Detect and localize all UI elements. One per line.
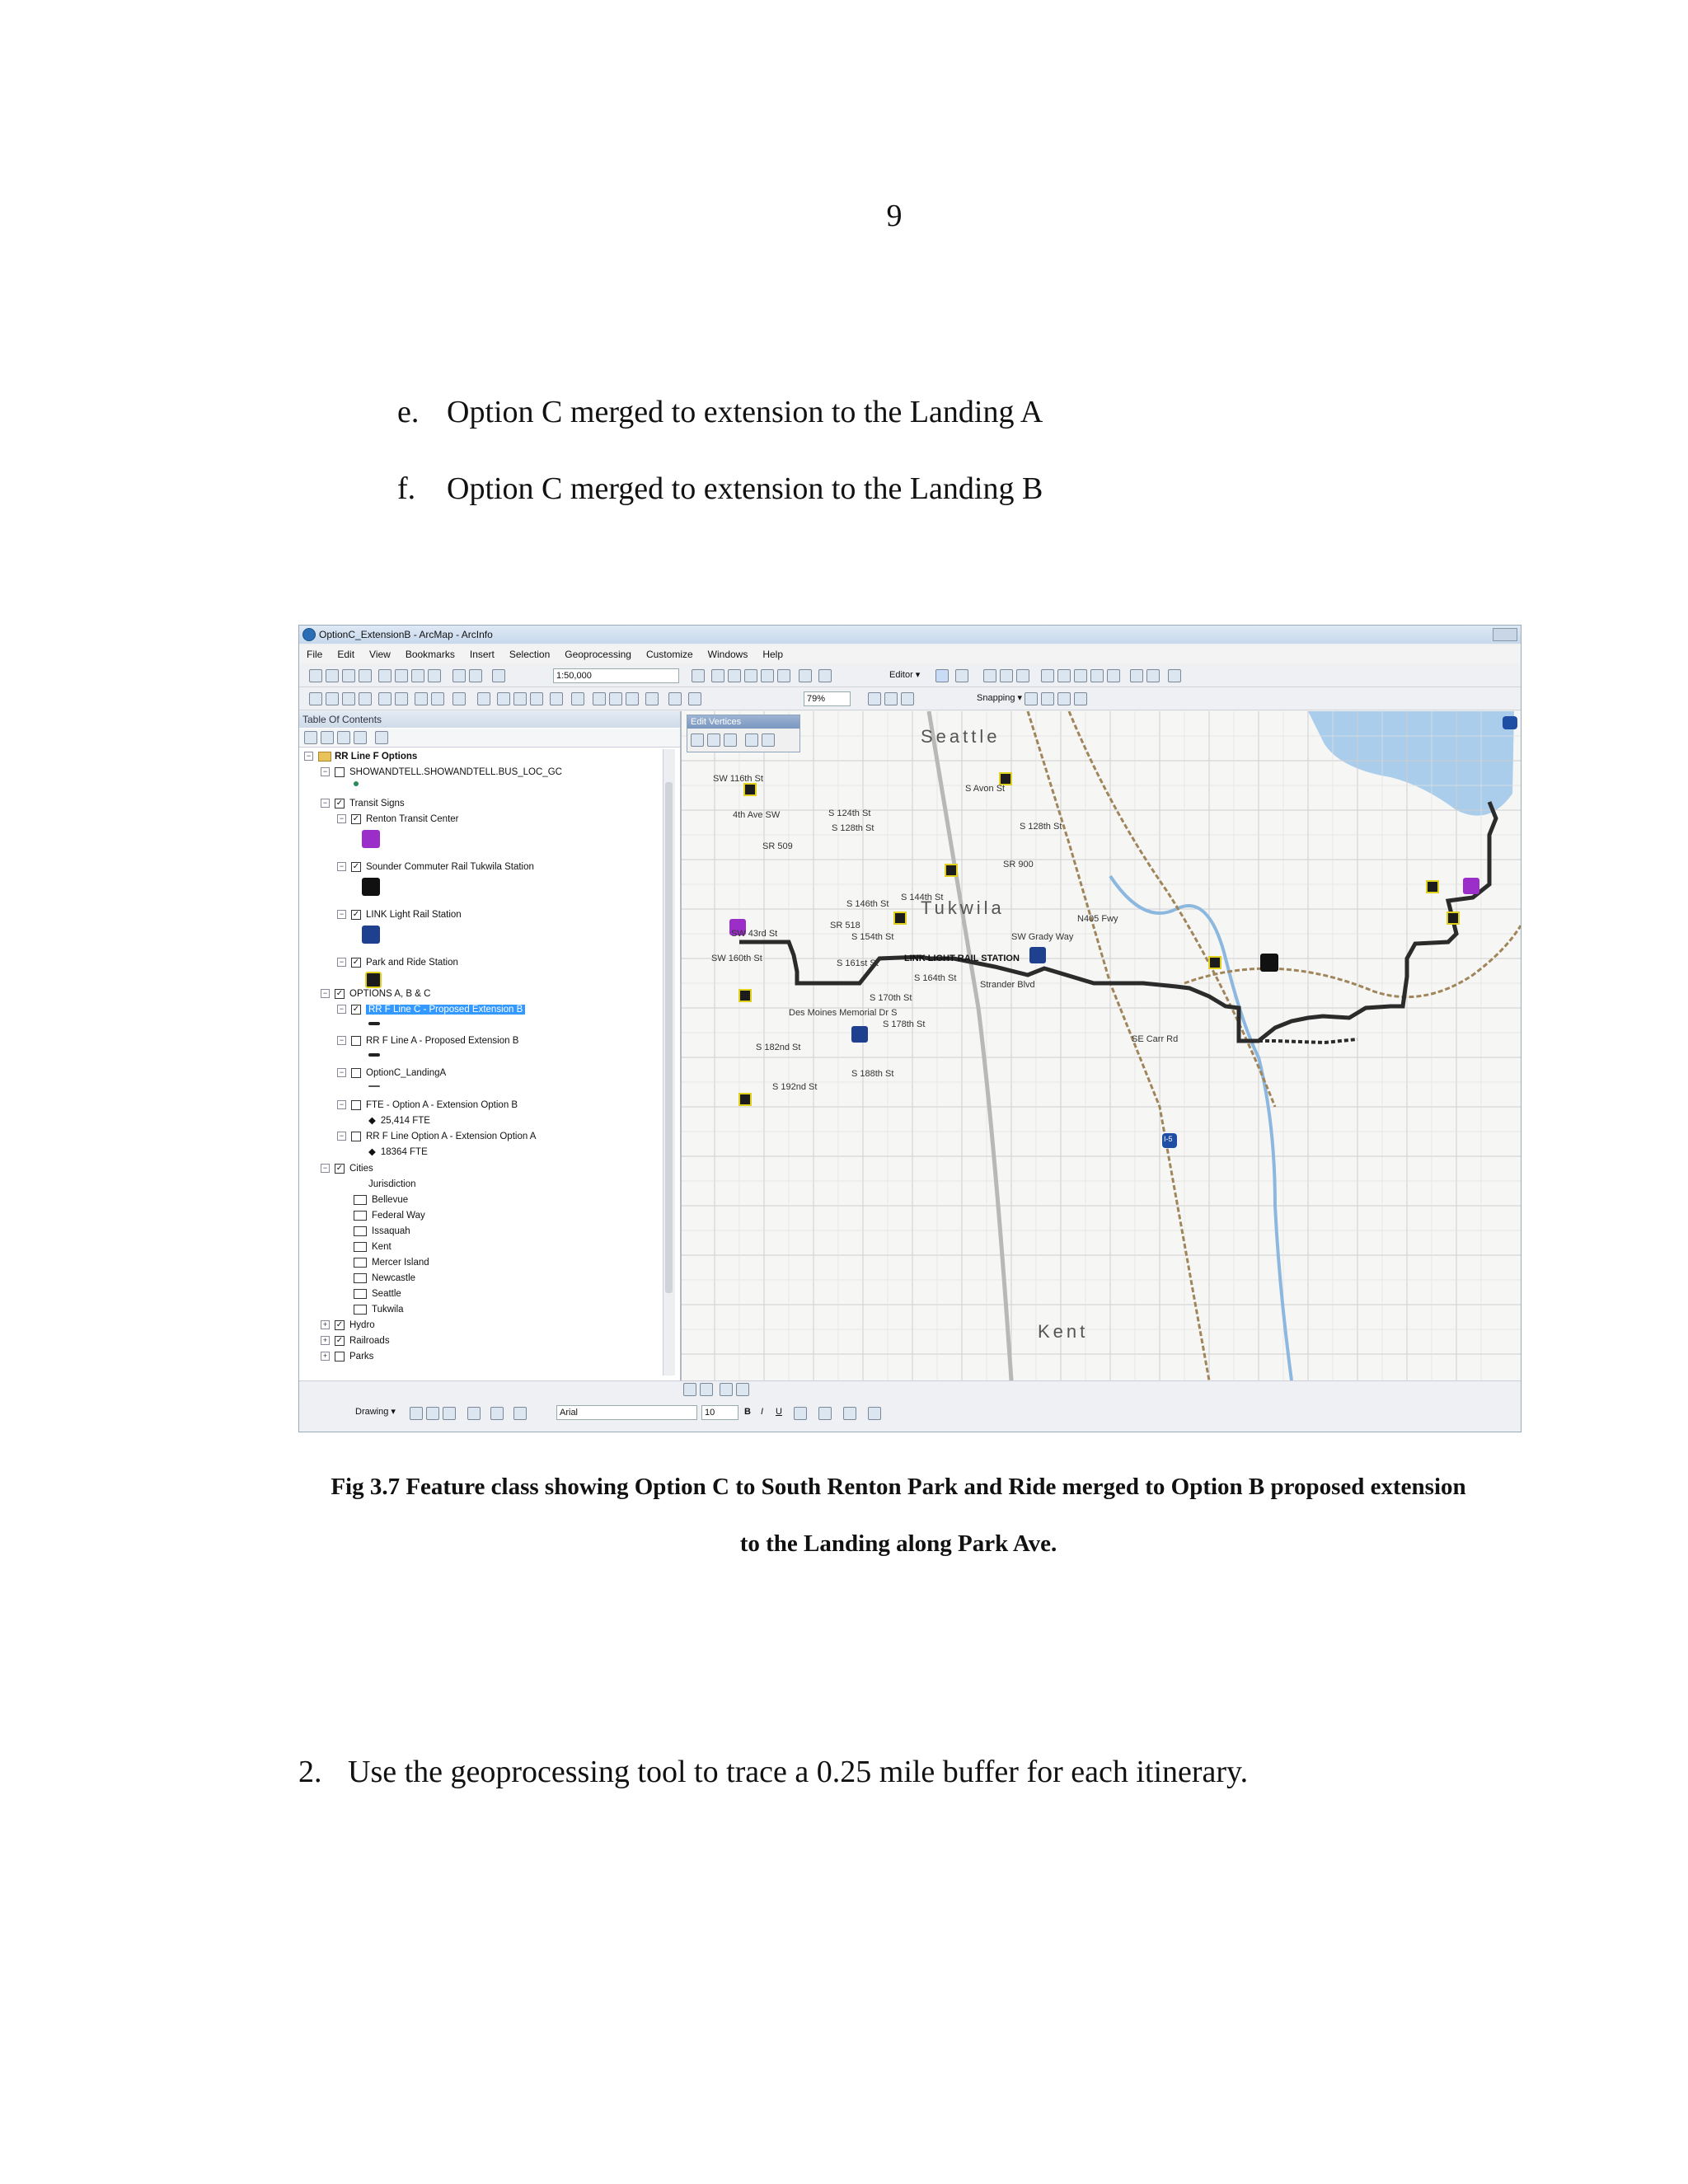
caption-line-1: Fig 3.7 Feature class showing Option C to South Renton Park and Ride merged to Option B proposed extension (331, 1474, 1466, 1500)
city-legend-item (354, 1240, 392, 1254)
sounder-station-icon (1260, 954, 1278, 972)
map-label-seattle: Seattle (921, 726, 1001, 747)
caption-line-2: to the Landing along Park Ave. (739, 1530, 1057, 1557)
layer-checkbox[interactable] (351, 1068, 361, 1078)
delete-vertex-icon[interactable] (724, 733, 737, 747)
zoom-in-icon[interactable] (309, 692, 322, 705)
rotate-icon[interactable] (1107, 669, 1120, 682)
train-symbol-icon (362, 878, 380, 896)
map-label-street: SR 900 (1003, 860, 1034, 869)
identify-icon[interactable] (513, 692, 527, 705)
layer-label: LINK Light Rail Station (366, 910, 462, 920)
layer-checkbox[interactable]: ✓ (352, 957, 360, 967)
map-label-street: SW 116th St (713, 774, 763, 784)
list-item-e (397, 394, 1043, 430)
arcmap-window (298, 625, 1522, 1432)
layer-checkbox[interactable] (335, 767, 345, 777)
layer-label: RR Line F Options (335, 752, 418, 762)
map-label-street: S Avon St (965, 784, 1006, 794)
layer-line-option-a[interactable]: − RR F Line Option A - Extension Option A (337, 1129, 536, 1144)
map-label-street: S 128th St (832, 823, 874, 833)
layer-label: Cities (349, 1164, 373, 1174)
toc-scrollbar[interactable] (663, 749, 675, 1376)
map-label-street: SR 509 (762, 841, 793, 851)
layer-label: RR F Line Option A - Extension Option A (366, 1132, 537, 1141)
edit-vertices-window (687, 715, 800, 752)
bold-button[interactable]: B (744, 1407, 751, 1417)
layer-checkbox[interactable] (351, 1132, 361, 1141)
layer-checkbox[interactable] (351, 1036, 361, 1046)
map-scale-input[interactable]: 1:50,000 (553, 668, 679, 683)
list-item-label: f. (397, 471, 416, 506)
city-label: Mercer Island (372, 1258, 429, 1268)
map-label-street: SW 43rd St (731, 929, 778, 939)
italic-button[interactable]: I (761, 1407, 764, 1417)
line-symbol-icon (368, 1053, 380, 1057)
layer-label: Transit Signs (349, 799, 405, 808)
open-icon[interactable] (326, 669, 339, 682)
layer-checkbox[interactable]: ✓ (352, 1004, 360, 1014)
map-label-street: Des Moines Memorial Dr S (789, 1008, 898, 1018)
city-label: Issaquah (372, 1226, 410, 1236)
list-item-text: Option C merged to extension to the Landing B (447, 471, 1043, 506)
zoom-out-icon[interactable] (326, 692, 339, 705)
hyperlink-icon[interactable] (530, 692, 543, 705)
page-pan-icon[interactable] (884, 692, 898, 705)
sketch-properties-icon[interactable] (745, 733, 758, 747)
city-swatch-icon (354, 1242, 367, 1252)
layer-label: Hydro (349, 1320, 375, 1330)
marker-color-icon[interactable] (868, 1407, 881, 1420)
layer-options[interactable]: − ✓ OPTIONS A, B & C (321, 987, 430, 1001)
layer-value: 25,414 FTE (380, 1116, 430, 1126)
numbered-step (298, 1754, 1248, 1790)
layer-label: Parks (349, 1352, 374, 1361)
layer-label: Park and Ride Station (366, 958, 458, 968)
menu-insert[interactable]: Insert (469, 649, 495, 660)
end-snap-icon[interactable] (1041, 692, 1054, 705)
list-item-label: e. (397, 395, 420, 429)
map-label-street: S 192nd St (772, 1082, 818, 1092)
list-by-selection-icon[interactable] (354, 731, 367, 744)
layer-label: Renton Transit Center (366, 814, 459, 824)
layer-label: RR F Line C - Proposed Extension B (366, 1005, 525, 1015)
python-icon[interactable] (777, 669, 790, 682)
measure-icon[interactable] (571, 692, 584, 705)
layer-cities[interactable]: − ✓ Cities (321, 1161, 373, 1176)
drawing-menu[interactable]: Drawing ▾ (355, 1407, 396, 1417)
list-item-f (397, 471, 1043, 507)
city-legend-item (354, 1193, 408, 1207)
city-label: Seattle (372, 1289, 401, 1299)
layer-group-root[interactable]: − RR Line F Options (304, 749, 417, 764)
layer-label: OPTIONS A, B & C (349, 989, 431, 999)
modify-sketch-vertices-icon[interactable] (691, 733, 704, 747)
map-label-street: S 188th St (851, 1069, 894, 1079)
step-label: 2. (298, 1755, 322, 1789)
map-label-tukwila: Tukwila (921, 898, 1005, 918)
park-ride-symbol-icon (365, 972, 382, 988)
standard-toolbar (299, 665, 1521, 687)
layer-checkbox[interactable]: ✓ (335, 1163, 344, 1173)
editor-menu[interactable]: Editor ▾ (889, 670, 921, 680)
menu-customize[interactable]: Customize (645, 649, 693, 660)
options-icon[interactable] (375, 731, 388, 744)
edge-snap-icon[interactable] (1074, 692, 1087, 705)
layer-fte-a[interactable]: − FTE - Option A - Extension Option B (337, 1098, 518, 1113)
model-builder-icon[interactable] (799, 669, 812, 682)
map-label-street: S 144th St (901, 893, 944, 902)
undo-icon[interactable] (452, 669, 466, 682)
list-by-drawing-order-icon[interactable] (304, 731, 317, 744)
line-color-icon[interactable] (843, 1407, 856, 1420)
fill-color-icon[interactable] (818, 1407, 832, 1420)
edit-tool-icon[interactable] (935, 669, 949, 682)
list-item-text: Option C merged to extension to the Landing A (447, 395, 1043, 429)
finish-sketch-icon[interactable] (762, 733, 775, 747)
window-title: OptionC_ExtensionB - ArcMap - ArcInfo (319, 629, 493, 640)
line-symbol-icon (368, 1022, 380, 1025)
find-icon[interactable] (593, 692, 606, 705)
pan-icon[interactable] (342, 692, 355, 705)
city-swatch-icon (354, 1305, 367, 1315)
layer-line-c[interactable]: − ✓ RR F Line C - Proposed Extension B (337, 1002, 525, 1017)
line-option-a-value: ◆ 18364 FTE (368, 1147, 428, 1157)
map-label-street: SR 518 (830, 921, 860, 930)
lake-shape (1308, 711, 1514, 816)
data-view-icon[interactable] (683, 1383, 696, 1396)
layer-checkbox[interactable] (351, 1100, 361, 1110)
font-color-icon[interactable] (794, 1407, 807, 1420)
layer-checkbox[interactable] (335, 1352, 345, 1361)
paste-icon[interactable] (411, 669, 424, 682)
layer-link[interactable]: − ✓ LINK Light Rail Station (337, 907, 462, 922)
refresh-icon[interactable] (720, 1383, 733, 1396)
create-features-icon[interactable] (1168, 669, 1181, 682)
help-icon[interactable] (818, 669, 832, 682)
attributes-icon[interactable] (1130, 669, 1143, 682)
map-label-street: S 182nd St (756, 1043, 801, 1052)
reshape-icon[interactable] (1057, 669, 1071, 682)
map-label-kent: Kent (1038, 1321, 1089, 1342)
add-vertex-icon[interactable] (707, 733, 720, 747)
menu-bookmarks[interactable]: Bookmarks (405, 649, 455, 660)
layer-checkbox[interactable]: ✓ (352, 861, 360, 871)
step-text: Use the geoprocessing tool to trace a 0.25 mile buffer for each itinerary. (348, 1755, 1249, 1789)
city-legend-item (354, 1271, 415, 1286)
go-to-xy-icon[interactable] (626, 692, 639, 705)
menu-help[interactable]: Help (762, 649, 784, 660)
map-label-street: S 170th St (870, 993, 912, 1003)
menu-view[interactable]: View (369, 649, 391, 660)
tools-toolbar (299, 688, 1521, 710)
arctoolbox-icon[interactable] (761, 669, 774, 682)
clear-selection-icon[interactable] (477, 692, 490, 705)
layer-label: Sounder Commuter Rail Tukwila Station (366, 862, 534, 872)
endpoint-arc-icon[interactable] (1000, 669, 1013, 682)
fte-a-value: ◆ 25,414 FTE (368, 1116, 430, 1126)
zoom-whole-page-icon[interactable] (443, 1407, 456, 1420)
edit-vertices-icon[interactable] (1041, 669, 1054, 682)
map-label-street: 4th Ave SW (733, 810, 781, 820)
layer-checkbox[interactable]: ✓ (352, 909, 360, 919)
light-rail-station-icon (1029, 947, 1046, 963)
layer-label: Railroads (349, 1336, 390, 1346)
font-size-select[interactable]: 10 (701, 1405, 738, 1420)
railroad-line (1184, 926, 1521, 997)
forward-icon[interactable] (431, 692, 444, 705)
layer-transit-signs[interactable]: − ✓ Transit Signs (321, 796, 405, 811)
city-label: Kent (372, 1242, 392, 1252)
menu-file[interactable]: File (307, 649, 323, 660)
layer-label: OptionC_LandingA (366, 1068, 447, 1078)
toc-icon[interactable] (711, 669, 724, 682)
split-icon[interactable] (1090, 669, 1104, 682)
minimize-button[interactable] (1493, 628, 1517, 641)
bus-station-icon (1463, 878, 1479, 894)
list-by-source-icon[interactable] (321, 731, 334, 744)
map-display[interactable] (682, 711, 1521, 1380)
page-number: 9 (886, 199, 903, 233)
map-label-street: S 154th St (851, 932, 894, 942)
city-label: Bellevue (372, 1195, 409, 1205)
page-full-icon[interactable] (901, 692, 914, 705)
find-route-icon[interactable] (609, 692, 622, 705)
layer-park-ride[interactable]: − ✓ Park and Ride Station (337, 955, 458, 970)
interstate-shield-icon (1503, 716, 1517, 729)
layer-railroads[interactable]: + ✓ Railroads (321, 1333, 390, 1348)
list-by-visibility-icon[interactable] (337, 731, 350, 744)
menu-geoprocessing[interactable]: Geoprocessing (565, 649, 631, 660)
layer-value: 18364 FTE (380, 1147, 428, 1157)
city-swatch-icon (354, 1258, 367, 1268)
bus-loc-symbol-icon (354, 781, 359, 786)
layer-label: SHOWANDTELL.SHOWANDTELL.BUS_LOC_GC (349, 767, 562, 777)
rotate-icon[interactable] (426, 1407, 439, 1420)
edit-annotation-icon[interactable] (955, 669, 968, 682)
city-swatch-icon (354, 1226, 367, 1236)
callout-icon[interactable] (513, 1407, 527, 1420)
text-icon[interactable] (490, 1407, 504, 1420)
layer-checkbox[interactable]: ✓ (335, 1319, 344, 1329)
select-elements-icon[interactable] (410, 1407, 423, 1420)
map-label-street: S 128th St (1020, 822, 1062, 832)
city-legend-item (354, 1208, 425, 1223)
back-icon[interactable] (415, 692, 428, 705)
map-label-street: S 164th St (914, 973, 957, 983)
city-legend-item (354, 1224, 410, 1239)
toc-header (299, 711, 680, 728)
view-switch-bar (299, 1380, 1521, 1398)
scroll-thumb[interactable] (665, 782, 673, 1293)
light-rail-symbol-icon (362, 926, 380, 944)
redo-icon[interactable] (469, 669, 482, 682)
figure-caption (297, 1459, 1500, 1572)
interstate-label: I-5 (1164, 1135, 1173, 1143)
cities-field-label: Jurisdiction (368, 1179, 416, 1189)
add-data-icon[interactable] (492, 669, 505, 682)
edit-vertices-title: Edit Vertices (687, 715, 799, 729)
menu-edit[interactable]: Edit (337, 649, 355, 660)
city-swatch-icon (354, 1289, 367, 1299)
layer-line-a[interactable]: − RR F Line A - Proposed Extension B (337, 1033, 518, 1048)
straight-segment-icon[interactable] (983, 669, 996, 682)
map-label-street: Strander Blvd (980, 980, 1035, 990)
page-zoom-icon[interactable] (868, 692, 881, 705)
sketch-properties-icon[interactable] (1146, 669, 1160, 682)
city-swatch-icon (354, 1273, 367, 1283)
city-label: Federal Way (372, 1211, 425, 1221)
search-icon[interactable] (744, 669, 757, 682)
zoom-percent-input[interactable]: 79% (804, 691, 851, 706)
layer-renton[interactable]: − ✓ Renton Transit Center (337, 812, 459, 827)
city-label: Tukwila (372, 1305, 404, 1315)
cut-polygons-icon[interactable] (1074, 669, 1087, 682)
pause-drawing-icon[interactable] (736, 1383, 749, 1396)
vertex-snap-icon[interactable] (1057, 692, 1071, 705)
arcmap-icon (302, 628, 316, 641)
city-legend-item (354, 1302, 404, 1317)
georef-icon[interactable] (688, 692, 701, 705)
delete-icon[interactable] (428, 669, 441, 682)
city-swatch-icon (354, 1195, 367, 1205)
map-label-street: S 124th St (828, 808, 871, 818)
html-popup-icon[interactable] (550, 692, 563, 705)
layer-checkbox[interactable]: ✓ (335, 988, 344, 998)
layer-landing-a[interactable]: − OptionC_LandingA (337, 1066, 446, 1080)
layer-parks[interactable]: + Parks (321, 1349, 373, 1364)
editor-toolbar-icon[interactable] (692, 669, 705, 682)
save-icon[interactable] (342, 669, 355, 682)
map-label-street: SE Carr Rd (1132, 1034, 1179, 1044)
toc-title: Table Of Contents (302, 714, 382, 725)
underline-button[interactable]: U (776, 1407, 782, 1417)
layer-checkbox[interactable]: ✓ (352, 813, 360, 823)
trace-icon[interactable] (1016, 669, 1029, 682)
toc-toolbar (299, 729, 680, 748)
map-label-street: S 146th St (846, 899, 889, 909)
fixed-zoom-in-icon[interactable] (378, 692, 392, 705)
point-snap-icon[interactable] (1025, 692, 1038, 705)
rectangle-icon[interactable] (467, 1407, 481, 1420)
light-rail-station-icon (851, 1026, 868, 1043)
snapping-menu[interactable]: Snapping ▾ (977, 693, 1023, 703)
layer-hydro[interactable]: + ✓ Hydro (321, 1318, 375, 1333)
map-label-street: SW Grady Way (1011, 932, 1074, 942)
map-label-street: SW 160th St (711, 954, 762, 963)
select-features-icon[interactable] (452, 692, 466, 705)
bus-symbol-icon (362, 830, 380, 848)
menu-windows[interactable]: Windows (707, 649, 748, 660)
city-label: Newcastle (372, 1273, 416, 1283)
table-of-contents (299, 711, 682, 1380)
font-family-select[interactable]: Arial (556, 1405, 697, 1420)
map-label-street: S 161st St (837, 958, 879, 968)
city-legend-item (354, 1255, 429, 1270)
layer-sounder[interactable]: − ✓ Sounder Commuter Rail Tukwila Station (337, 860, 534, 874)
map-canvas (682, 711, 1521, 1380)
layer-bus-loc[interactable]: − SHOWANDTELL.SHOWANDTELL.BUS_LOC_GC (321, 765, 562, 780)
time-slider-icon[interactable] (645, 692, 659, 705)
layer-label: RR F Line A - Proposed Extension B (366, 1036, 519, 1046)
fixed-zoom-out-icon[interactable] (395, 692, 408, 705)
layer-checkbox[interactable]: ✓ (335, 798, 344, 808)
drawing-toolbar (299, 1399, 1521, 1432)
layer-label: FTE - Option A - Extension Option B (366, 1100, 518, 1110)
print-icon[interactable] (359, 669, 372, 682)
new-icon[interactable] (309, 669, 322, 682)
line-symbol-icon (368, 1085, 380, 1087)
city-swatch-icon (354, 1211, 367, 1221)
map-label-street: N405 Fwy (1077, 914, 1118, 924)
copy-icon[interactable] (395, 669, 408, 682)
layout-view-icon[interactable] (700, 1383, 713, 1396)
cut-icon[interactable] (378, 669, 392, 682)
menu-bar (299, 645, 1521, 663)
select-elements-icon[interactable] (497, 692, 510, 705)
map-label-link-station: LINK LIGHT RAIL STATION (904, 954, 1020, 963)
city-legend-item (354, 1286, 401, 1301)
layer-checkbox[interactable]: ✓ (335, 1335, 344, 1345)
full-extent-icon[interactable] (359, 692, 372, 705)
map-label-street: S 178th St (883, 1019, 926, 1029)
title-bar (299, 626, 1521, 644)
catalog-icon[interactable] (728, 669, 741, 682)
layout-icon[interactable] (668, 692, 682, 705)
menu-selection[interactable]: Selection (509, 649, 551, 660)
